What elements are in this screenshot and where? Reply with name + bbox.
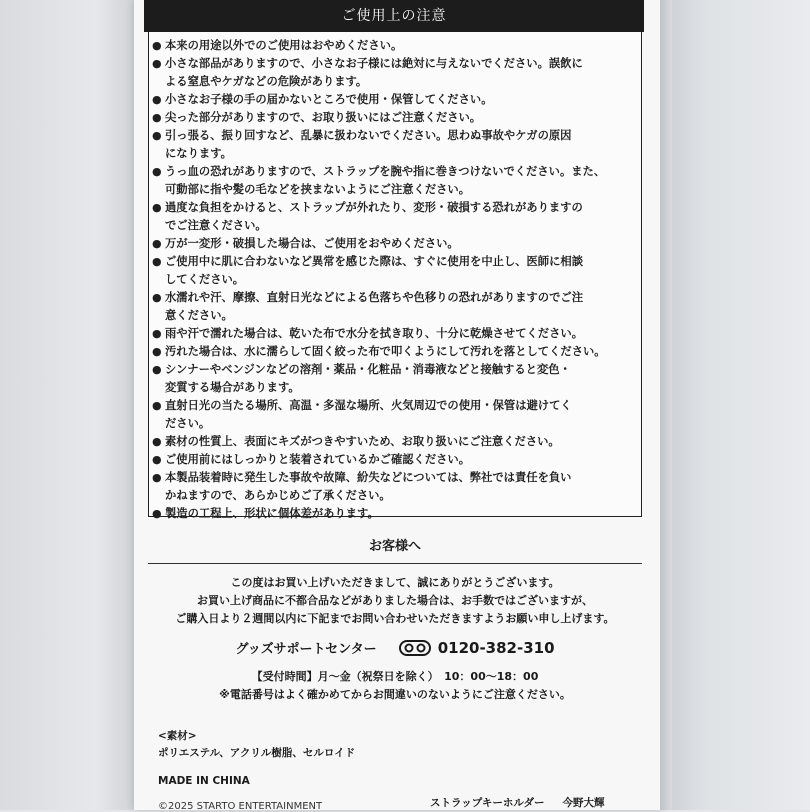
caution-header: ご使用上の注意 <box>144 0 644 32</box>
reception-hours: 【受付時間】月～金（祝祭日を除く） 10：00～18：00 <box>251 670 539 683</box>
caution-item-line: 本製品装着時に発生した事故や故障、紛失などについては、弊社では責任を負い <box>165 471 572 484</box>
caution-item-line: 意ください。 <box>165 309 233 322</box>
caution-item-line: 素材の性質上、表面にキズがつきやすいため、お取り扱いにご注意ください。 <box>165 435 560 448</box>
caution-item <box>152 343 640 361</box>
customer-message-line: ご購入日より２週間以内に下記までお問い合わせいただきますようお願い申し上げます。 <box>175 612 615 625</box>
caution-item-line: 水濡れや汗、摩擦、直射日光などによる色落ちや色移りの恐れがありますのでご注 <box>165 291 583 304</box>
caution-item <box>152 451 640 469</box>
caution-item <box>152 127 640 163</box>
caution-item-line: うっ血の恐れがありますので、ストラップを腕や指に巻きつけないでください。また、 <box>165 165 606 178</box>
caution-item-line: ださい。 <box>165 417 211 430</box>
caution-bullet: ● <box>152 471 162 484</box>
product-name: 今野大輝 <box>562 797 605 809</box>
caution-bullet: ● <box>152 345 162 358</box>
caution-bullet: ● <box>152 453 162 466</box>
caution-item <box>152 469 640 505</box>
caution-bullet: ● <box>152 237 162 250</box>
caution-list <box>152 37 640 523</box>
caution-item-line: 直射日光の当たる場所、高温・多湿な場所、火気周辺での使用・保管は避けてく <box>165 399 572 412</box>
free-dial-icon <box>399 640 431 656</box>
country-of-origin: MADE IN CHINA <box>158 775 250 787</box>
caution-item <box>152 361 640 397</box>
support-phone-number: 0120-382-310 <box>437 638 555 657</box>
caution-item <box>152 397 640 433</box>
caution-item-line: シンナーやベンジンなどの溶剤・薬品・化粧品・消毒液などと接触すると変色・ <box>165 363 571 376</box>
support-row <box>148 638 642 660</box>
caution-bullet: ● <box>152 57 162 70</box>
caution-item <box>152 37 640 55</box>
package-card-edge <box>660 0 672 810</box>
caution-bullet: ● <box>152 363 162 376</box>
material-text: ポリエステル、アクリル樹脂、セルロイド <box>158 747 356 759</box>
caution-bullet: ● <box>152 129 162 142</box>
caution-item <box>152 505 640 523</box>
caution-bullet: ● <box>152 435 162 448</box>
caution-item <box>152 55 640 91</box>
caution-item-line: 雨や汗で濡れた場合は、乾いた布で水分を拭き取り、十分に乾燥させてください。 <box>165 327 583 340</box>
caution-item <box>152 289 640 325</box>
copyright-text: ©2025 STARTO ENTERTAINMENT <box>158 801 323 812</box>
product-label <box>430 795 604 810</box>
caution-bullet: ● <box>152 507 162 520</box>
caution-item-line: よる窒息やケガなどの危険があります。 <box>165 75 368 88</box>
caution-bullet: ● <box>152 201 162 214</box>
caution-item-line: でご注意ください。 <box>165 219 267 232</box>
caution-item-line: 小さなお子様の手の届かないところで使用・保管してください。 <box>165 93 493 106</box>
material-heading: <素材> <box>158 730 197 742</box>
caution-item-line: 汚れた場合は、水に濡らして固く絞った布で叩くようにして汚れを落としてください。 <box>165 345 606 358</box>
customer-title: お客様へ <box>368 539 421 554</box>
caution-item-line: ご使用中に肌に合わないなど異常を感じた際は、すぐに使用を中止し、医師に相談 <box>165 255 583 268</box>
caution-bullet: ● <box>152 327 162 340</box>
caution-item-line: 可動部に指や髪の毛などを挟まないようにご注意ください。 <box>165 183 471 196</box>
caution-item-line: 本来の用途以外でのご使用はおやめください。 <box>165 39 403 52</box>
customer-divider <box>148 563 642 564</box>
caution-item <box>152 235 640 253</box>
caution-item-line: ご使用前にはしっかりと装着されているかご確認ください。 <box>165 453 471 466</box>
caution-item-line: 製造の工程上、形状に個体差があります。 <box>165 507 379 520</box>
caution-bullet: ● <box>152 111 162 124</box>
caution-item <box>152 163 640 199</box>
caution-bullet: ● <box>152 291 162 304</box>
caution-item <box>152 91 640 109</box>
caution-item-line: してください。 <box>165 273 245 286</box>
caution-item-line: 万が一変形・破損した場合は、ご使用をおやめください。 <box>165 237 459 250</box>
support-center-name: グッズサポートセンター <box>235 642 377 657</box>
phone-note: ※電話番号はよく確かめてからお間違いのないようにご注意ください。 <box>219 688 571 701</box>
customer-message-line: この度はお買い上げいただきまして、誠にありがとうございます。 <box>230 576 560 589</box>
caution-bullet: ● <box>152 165 162 178</box>
caution-bullet: ● <box>152 255 162 268</box>
background-left <box>0 0 135 810</box>
customer-message-line: お買い上げ商品に不都合品などがありました場合は、お手数ではございますが、 <box>197 594 593 607</box>
caution-item <box>152 199 640 235</box>
caution-item-line: になります。 <box>165 147 232 160</box>
caution-item-line: かねますので、あらかじめご了承ください。 <box>165 489 391 502</box>
caution-item-line: 小さな部品がありますので、小さなお子様には絶対に与えないでください。誤飲に <box>165 57 583 70</box>
caution-item <box>152 325 640 343</box>
caution-bullet: ● <box>152 39 162 52</box>
caution-item-line: 尖った部分がありますので、お取り扱いにはご注意ください。 <box>165 111 482 124</box>
caution-bullet: ● <box>152 399 162 412</box>
caution-item <box>152 109 640 127</box>
caution-item <box>152 433 640 451</box>
background-right <box>660 0 810 810</box>
product-type: ストラップキーホルダー <box>430 797 545 809</box>
caution-item-line: 過度な負担をかけると、ストラップが外れたり、変形・破損する恐れがありますの <box>165 201 583 214</box>
caution-bullet: ● <box>152 93 162 106</box>
caution-item <box>152 253 640 289</box>
customer-message <box>148 574 642 628</box>
caution-item-line: 引っ張る、振り回すなど、乱暴に扱わないでください。思わぬ事故やケガの原因 <box>165 129 572 142</box>
caution-item-line: 変質する場合があります。 <box>165 381 300 394</box>
